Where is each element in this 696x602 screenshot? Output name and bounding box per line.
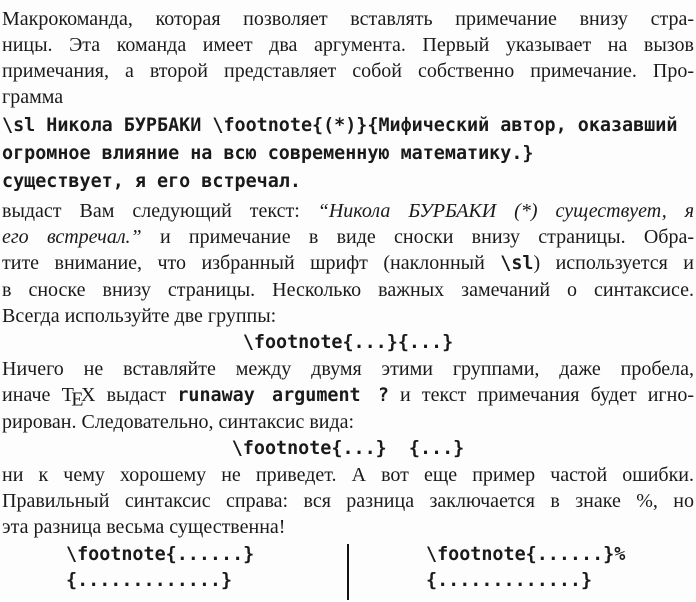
code-column-left	[66, 542, 254, 594]
text-run: иначе	[2, 384, 62, 406]
text-run: эта разница весьма существенна!	[2, 516, 286, 538]
text-run: примечания, а второй представляет собой собственно примечание. Про-	[2, 60, 694, 82]
text-line	[2, 514, 694, 540]
code-line: \sl Никола БУРБАКИ \footnote{(*)}{Мифический автор, оказавший	[2, 115, 678, 136]
code-line: существует, я его встречал.	[2, 171, 301, 192]
text-line	[2, 488, 694, 514]
text-line	[2, 250, 694, 277]
text-line	[2, 303, 694, 329]
text-run: ни к чему хорошему не приведет. А вот еще пример частой ошибки.	[2, 464, 694, 486]
text-run: и текст примечания будет игно-	[388, 384, 694, 406]
code-line: \footnote{......}%	[426, 544, 626, 565]
code-line: {.............}	[66, 570, 233, 591]
text-run: Ничего не вставляйте между двумя этими группами, даже пробела,	[2, 358, 694, 380]
text-line	[2, 32, 694, 58]
text-line	[2, 277, 694, 303]
code-line: {.............}	[426, 570, 593, 591]
text-run: выдаст Вам следующий текст:	[2, 200, 318, 222]
text-line	[2, 409, 694, 435]
code-line: \footnote{......}	[66, 544, 255, 565]
text-line	[2, 198, 694, 224]
paragraph	[2, 462, 694, 540]
page-content	[2, 6, 694, 602]
text-line	[2, 58, 694, 84]
text-run: и примечание в виде сноски внизу страницы. Обра-	[141, 226, 694, 248]
code-line-centered	[2, 329, 694, 356]
code-text: \footnote{...}{...}	[242, 332, 454, 353]
text-run: ницы. Эта команда имеет два аргумента. Первый указывает на вызов	[2, 34, 694, 56]
text-run: “Никола БУРБАКИ (*) существует, я	[317, 200, 695, 222]
text-run: Всегда используйте две группы:	[2, 305, 277, 327]
paragraph	[2, 356, 694, 435]
inline-code: \sl	[500, 253, 534, 274]
text-run: Макрокоманда, которая позволяет вставлять примечание внизу стра-	[2, 8, 694, 30]
text-line	[2, 382, 694, 409]
tex-letter: X	[81, 384, 96, 406]
text-run: ) используется и	[533, 252, 695, 274]
paragraph	[2, 6, 694, 110]
text-line	[2, 84, 694, 110]
paragraph	[2, 198, 694, 329]
text-run: его встречал.”	[2, 226, 142, 248]
inline-code: runaway argument ?	[177, 385, 389, 406]
code-block	[2, 112, 694, 196]
tex-letter: E	[71, 388, 84, 411]
text-run: Правильный синтаксис справа: вся разница заключается в знаке %, но	[2, 490, 694, 512]
text-line	[2, 6, 694, 32]
tex-letter: T	[61, 384, 74, 406]
text-line	[2, 224, 694, 250]
column-divider-line	[347, 544, 349, 600]
text-run: тите внимание, что избранный шрифт (наклонный	[2, 252, 501, 274]
code-line-centered	[2, 435, 694, 462]
code-column-right	[426, 542, 625, 594]
code-text: \footnote{...} {...}	[231, 438, 465, 459]
text-run: выдаст	[95, 384, 178, 406]
text-line	[2, 356, 694, 382]
text-run: грамма	[2, 86, 64, 108]
tex-logo	[61, 384, 96, 411]
text-line	[2, 462, 694, 488]
code-comparison	[2, 542, 694, 602]
code-line: огромное влияние на всю современную математику.}	[2, 143, 534, 164]
text-run: рирован. Следовательно, синтаксис вида:	[2, 411, 355, 433]
text-run: в сноске внизу страницы. Несколько важных замечаний о синтаксисе.	[2, 279, 694, 301]
